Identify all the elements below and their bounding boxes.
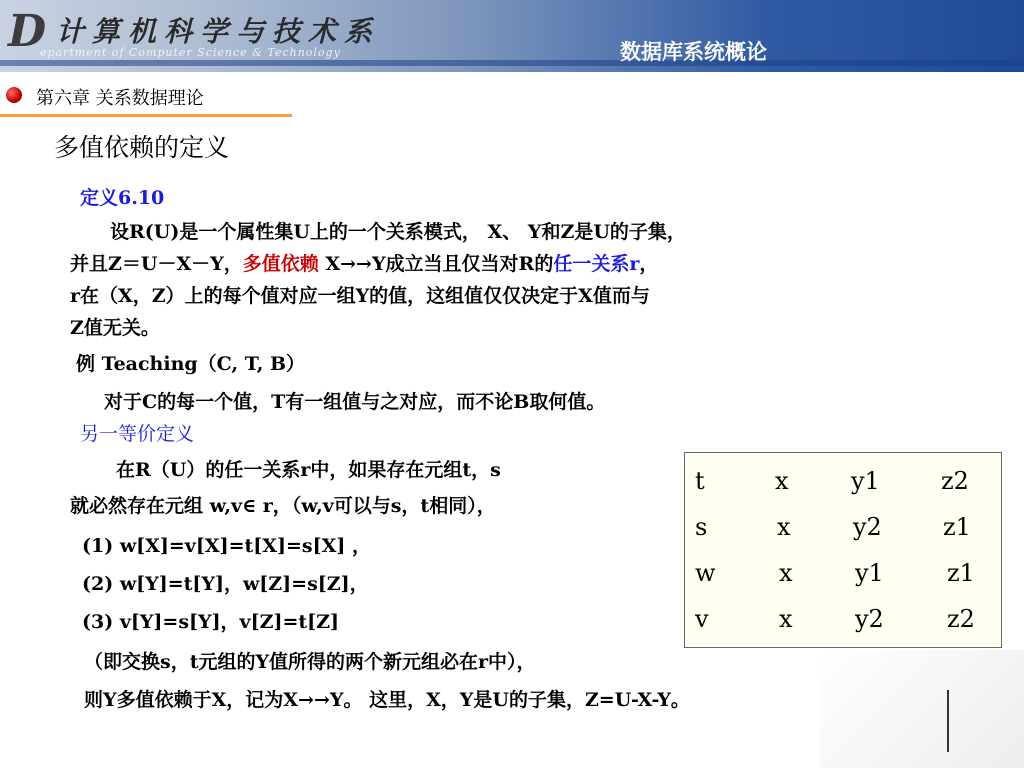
tuple-value-y: y1 [851, 467, 880, 495]
tuple-value-x: x [779, 559, 793, 587]
definition-line-4: Z值无关。 [70, 317, 160, 339]
definition-line-1: 设R(U)是一个属性集U上的一个关系模式， X、 Y和Z是U的子集， [110, 221, 686, 243]
example-line-1: 例 Teaching（C, T, B） [76, 353, 306, 375]
tuple-value-z: z1 [947, 559, 975, 587]
department-name-en: epartment of Computer Science & Technology [40, 46, 341, 59]
department-logo: D [8, 6, 47, 57]
tuple-value-y: y2 [853, 513, 882, 541]
vertical-rule [947, 690, 949, 752]
condition-1: (1) w[X]=v[X]=t[X]=s[X] ， [82, 535, 371, 557]
tuple-value-x: x [779, 605, 793, 633]
definition-line-3: r在（X，Z）上的每个值对应一组Y的值，这组值仅仅决定于X值而与 [70, 285, 650, 307]
alt-definition-line-2: 就必然存在元组 w,v∈ r，（w,v可以与s，t相同）， [70, 495, 496, 517]
tuple-value-z: z1 [943, 513, 971, 541]
condition-3: (3) v[Y]=s[Y]，v[Z]=t[Z] [82, 611, 339, 633]
tuple-table [684, 452, 1002, 648]
chapter-label: 第六章 关系数据理论 [36, 88, 204, 109]
example-line-2: 对于C的每一个值，T有一组值与之对应，而不论B取何值。 [104, 391, 606, 413]
tuple-value-x: x [777, 513, 791, 541]
tuple-row-t [685, 461, 1001, 501]
tuple-value-z: z2 [941, 467, 969, 495]
tuple-row-w [685, 553, 1001, 593]
header-banner [0, 0, 1024, 72]
corner-decoration [820, 650, 1024, 768]
definition-heading: 定义6.10 [80, 187, 165, 209]
section-title: 多值依赖的定义 [54, 133, 230, 162]
header-stripe [0, 60, 1024, 66]
bullet-icon [6, 87, 22, 103]
tuple-value-x: x [775, 467, 789, 495]
tuple-name: w [695, 559, 716, 587]
department-name-cn: 计算机科学与技术系 [56, 15, 381, 48]
chapter-underline [0, 114, 292, 117]
tuple-value-y: y2 [855, 605, 884, 633]
course-title: 数据库系统概论 [620, 40, 767, 64]
definition-line-2c: X→→Y成立当且仅当对R的 [318, 253, 554, 275]
tuple-value-y: y1 [855, 559, 884, 587]
definition-line-2 [70, 252, 658, 276]
tuple-name: v [695, 605, 709, 633]
alt-definition-line-1: 在R（U）的任一关系r中，如果存在元组t，s [116, 459, 501, 481]
term-multivalued-dependency: 多值依赖 [242, 253, 319, 275]
term-any-relation: 任一关系r [553, 253, 640, 275]
alt-definition-line-3: （即交换s，t元组的Y值所得的两个新元组必在r中）， [84, 651, 536, 673]
definition-line-2e: ， [639, 253, 659, 275]
alt-definition-heading: 另一等价定义 [80, 423, 195, 445]
definition-line-2a: 并且Z＝U－X－Y， [70, 253, 243, 275]
tuple-row-s [685, 507, 1001, 547]
alt-definition-line-4: 则Y多值依赖于X，记为X→→Y。 这里，X，Y是U的子集，Z=U-X-Y。 [84, 689, 690, 711]
tuple-name: t [695, 467, 705, 495]
tuple-value-z: z2 [947, 605, 975, 633]
condition-2: (2) w[Y]=t[Y]，w[Z]=s[Z]， [82, 573, 369, 595]
tuple-row-v [685, 599, 1001, 639]
tuple-name: s [695, 513, 708, 541]
